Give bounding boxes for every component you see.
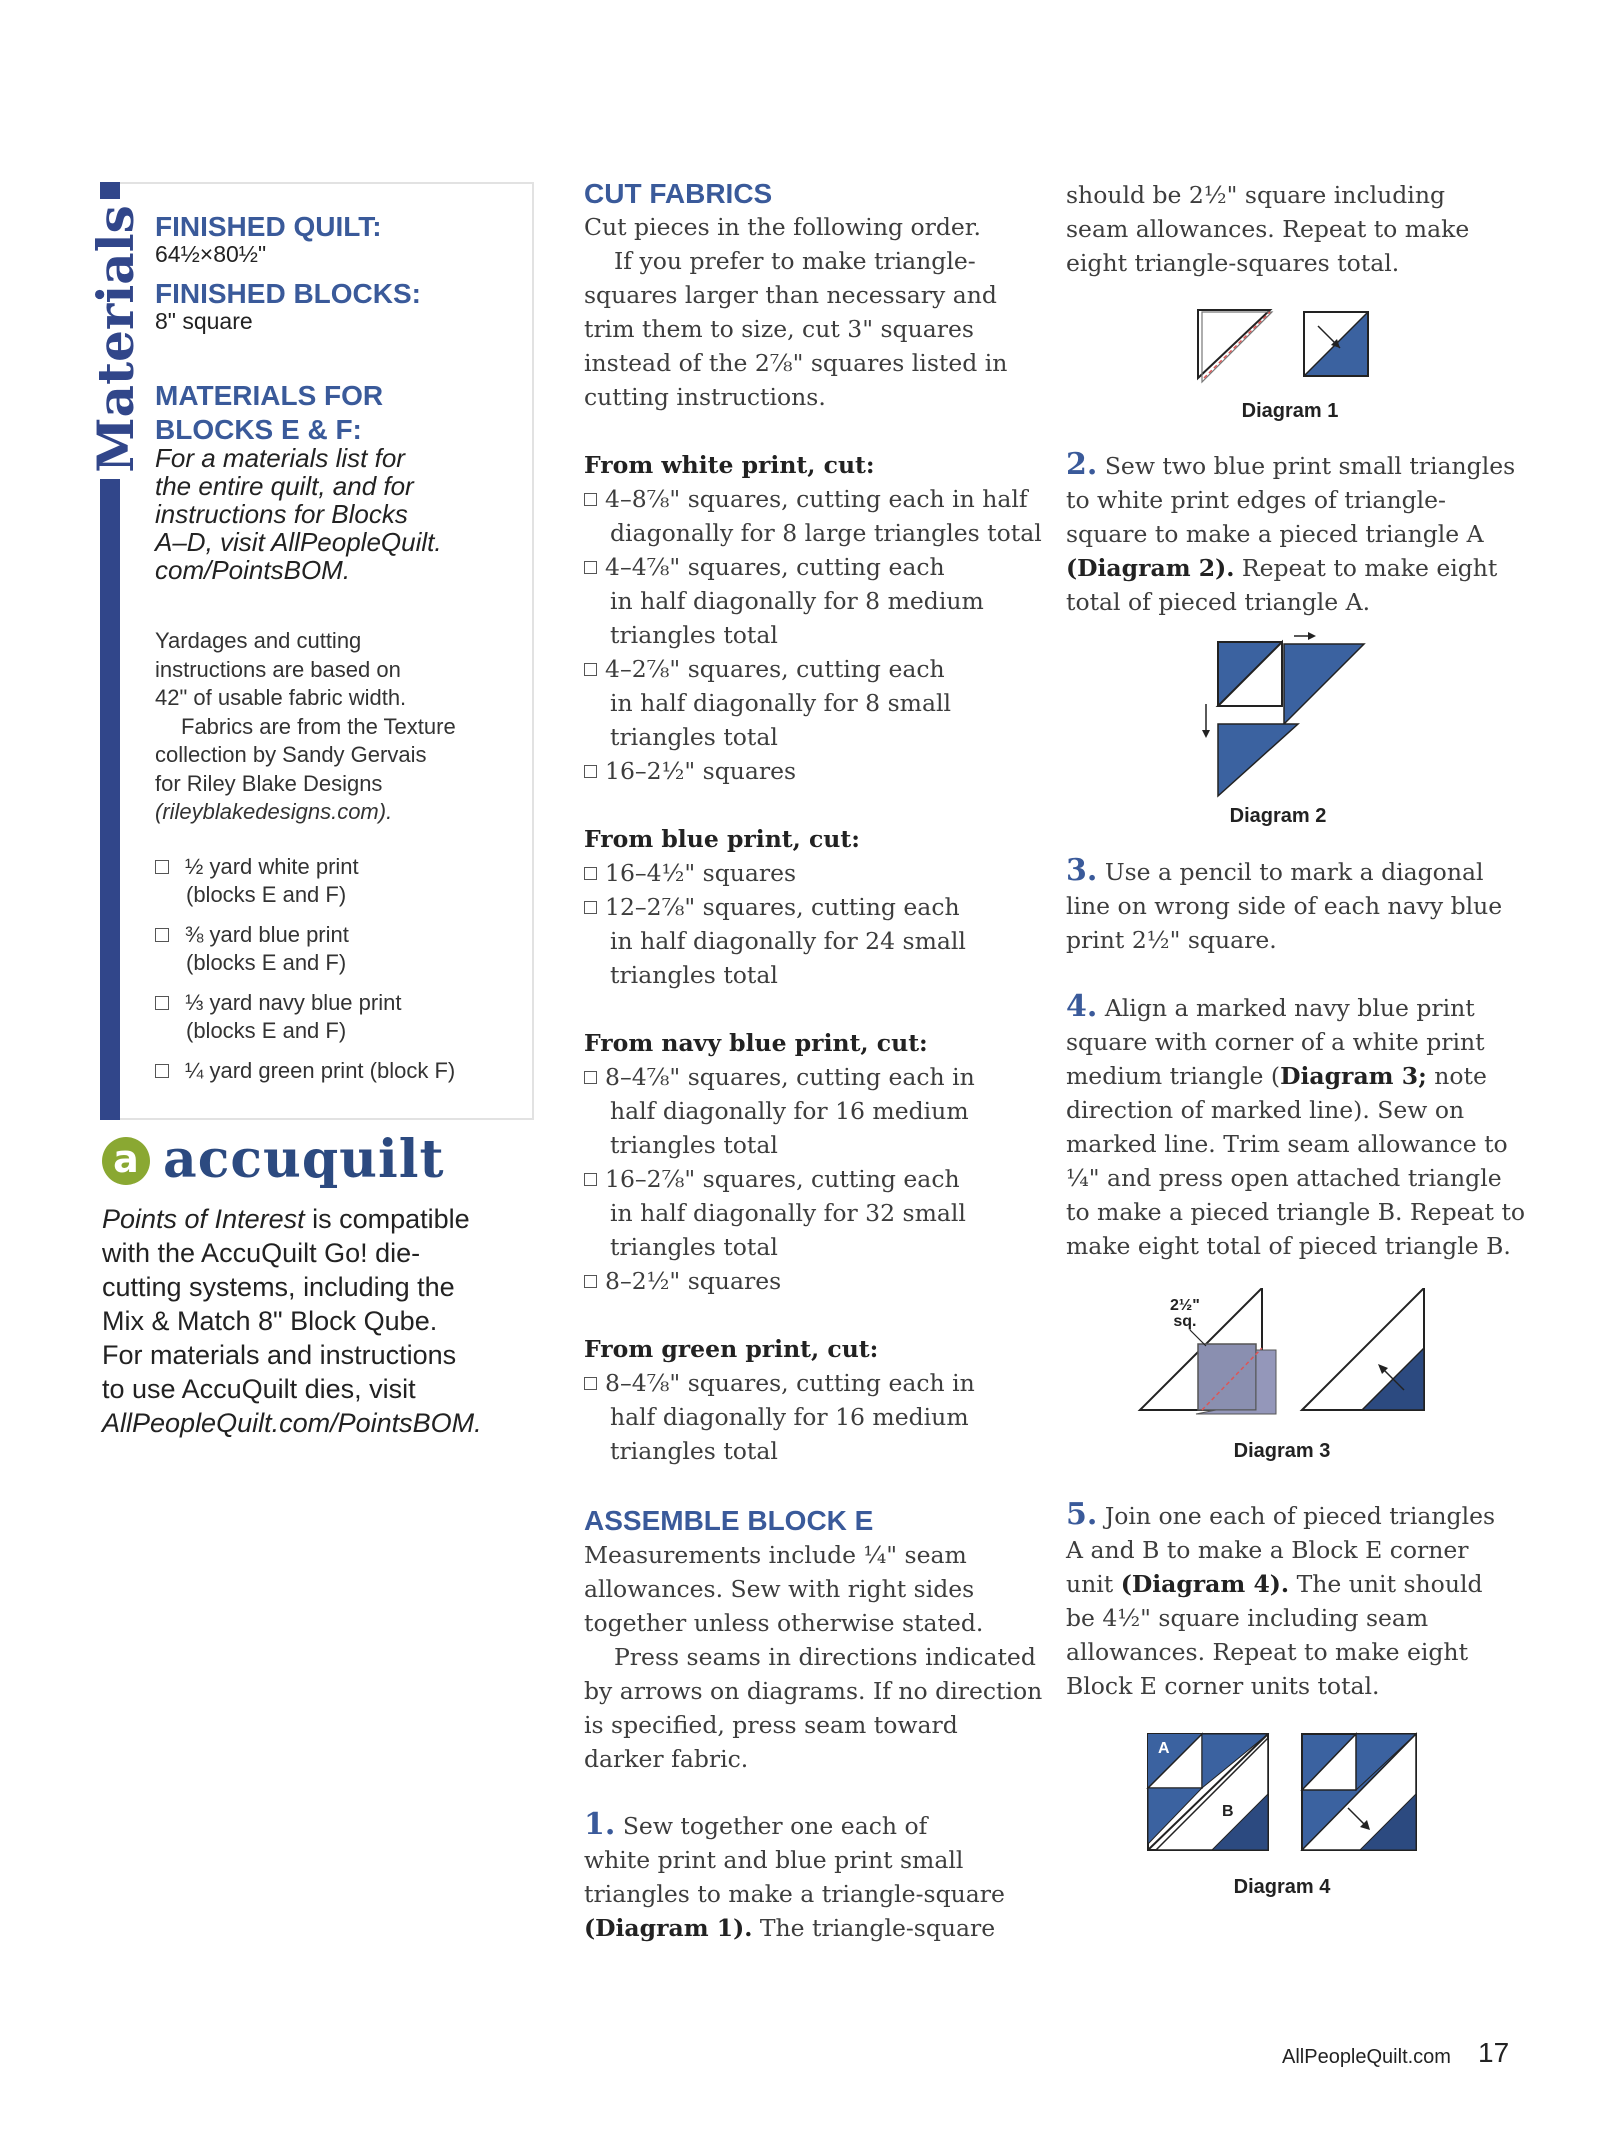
cont-line: should be 2½" square including [1066, 181, 1445, 209]
step4-l3c: note [1434, 1062, 1487, 1090]
cut-intro-line: trim them to size, cut 3" squares [584, 315, 974, 343]
step4-line: marked line. Trim seam allowance to [1066, 1130, 1508, 1158]
checkbox-icon[interactable] [584, 1275, 597, 1288]
assemble-block-e-heading: ASSEMBLE BLOCK E [584, 1505, 874, 1536]
item-sub: (blocks E and F) [186, 1018, 347, 1043]
cut-list-line [584, 1400, 1024, 1434]
riley-blake-link: (rileyblakedesigns.com). [155, 799, 393, 824]
body-line: instructions are based on [155, 656, 401, 682]
step-1-number: 1. [584, 1807, 616, 1842]
cut-list-text: 16–2½" squares [605, 757, 797, 785]
cut-list-text: in half diagonally for 24 small [610, 927, 966, 955]
finished-blocks-heading: FINISHED BLOCKS: [155, 278, 421, 309]
step5-line: allowances. Repeat to make eight [1066, 1638, 1469, 1666]
italic-line: For a materials list for [155, 443, 405, 473]
body-line: Yardages and cutting [155, 628, 362, 653]
cut-list-text: half diagonally for 16 medium [610, 1097, 969, 1125]
cut-intro-line: instead of the 2⅞" squares listed in [584, 349, 1008, 377]
checkbox-icon[interactable] [584, 765, 597, 778]
materials-item[interactable] [155, 853, 530, 909]
body-line: for Riley Blake Designs [155, 770, 383, 796]
materials-italic-note [155, 444, 515, 584]
column-2 [1066, 178, 1506, 280]
step-2 [1066, 447, 1516, 619]
cut-list-line [584, 958, 1024, 992]
checkbox-icon[interactable] [584, 1377, 597, 1390]
checkbox-icon[interactable] [584, 493, 597, 506]
cut-list-line [584, 618, 1024, 652]
step-4-number: 4. [1066, 989, 1098, 1024]
diagram-2-figure [1198, 632, 1368, 802]
assemble-line: darker fabric. [584, 1745, 749, 1773]
step4-line: to make a pieced triangle B. Repeat to [1066, 1198, 1526, 1226]
cut-list-text: 12–2⅞" squares, cutting each [605, 893, 960, 921]
italic-line: A–D, visit AllPeopleQuilt. [155, 527, 442, 557]
diagram-3-unit: sq. [1173, 1313, 1197, 1330]
step2-line: to white print edges of triangle- [1066, 486, 1446, 514]
cut-list-line [584, 516, 1042, 550]
item-label: ⅜ yard blue print [185, 922, 349, 947]
cut-list-text: 4–8⅞" squares, cutting each in half [605, 485, 1028, 513]
accu-line: to use AccuQuilt dies, visit [102, 1374, 416, 1404]
cut-list-text: in half diagonally for 32 small [610, 1199, 966, 1227]
diagram-1-ref: (Diagram 1). [584, 1914, 753, 1942]
cut-list-line [584, 924, 1024, 958]
cut-intro-line: squares larger than necessary and [584, 281, 997, 309]
accu-line: Mix & Match 8" Block Qube. [102, 1306, 438, 1336]
materials-item[interactable] [155, 1057, 530, 1085]
cut-list-line[interactable] [584, 652, 1024, 686]
cut-list-text: 8–4⅞" squares, cutting each in [605, 1063, 975, 1091]
item-sub: (blocks E and F) [186, 950, 347, 975]
accu-line: For materials and instructions [102, 1340, 457, 1370]
cut-list-line[interactable] [584, 856, 1024, 890]
finished-quilt-value: 64½×80½" [155, 241, 267, 267]
cut-list-line [584, 1434, 1024, 1468]
diagram-3-caption: Diagram 3 [1233, 1440, 1331, 1462]
cut-list-text: triangles total [610, 1131, 778, 1159]
diagram-3-size-label [1170, 1298, 1200, 1330]
step-2-number: 2. [1066, 447, 1098, 482]
step5-line: be 4½" square including seam [1066, 1604, 1429, 1632]
cut-list-line [584, 584, 1024, 618]
step4-line: ¼" and press open attached triangle [1066, 1164, 1502, 1192]
accu-line: is compatible [312, 1204, 470, 1234]
accuquilt-logo-text: accuquilt [163, 1129, 445, 1190]
cut-list-text: triangles total [610, 723, 778, 751]
cut-list-text: 4–4⅞" squares, cutting each [605, 553, 945, 581]
diagram-4-caption: Diagram 4 [1233, 1876, 1331, 1898]
diagram-4-label-a: A [1158, 1740, 1170, 1757]
navy-print-list [584, 1060, 1024, 1298]
green-print-list [584, 1366, 1024, 1468]
step1-line: triangles to make a triangle-square [584, 1880, 1005, 1908]
cut-list-text: in half diagonally for 8 medium [610, 587, 984, 615]
step-3-number: 3. [1066, 853, 1098, 888]
italic-line: instructions for Blocks [155, 499, 408, 529]
cut-list-text: 8–2½" squares [605, 1267, 782, 1295]
step5-line: Block E corner units total. [1066, 1672, 1380, 1700]
footer-site[interactable]: AllPeopleQuilt.com [1282, 2046, 1451, 2068]
item-label: ½ yard white print [185, 854, 359, 879]
body-line: collection by Sandy Gervais [155, 742, 427, 767]
accuquilt-note [102, 1202, 542, 1440]
materials-body [155, 627, 525, 827]
cont-line: eight triangle-squares total. [1066, 249, 1400, 277]
checkbox-icon[interactable] [155, 860, 169, 874]
cut-list-line[interactable] [584, 550, 1024, 584]
cut-list-text: 8–4⅞" squares, cutting each in [605, 1369, 975, 1397]
step4-line: square with corner of a white print [1066, 1028, 1485, 1056]
accu-line: with the AccuQuilt Go! die- [102, 1238, 421, 1268]
assemble-line: by arrows on diagrams. If no direction [584, 1677, 1043, 1705]
cont-line: seam allowances. Repeat to make [1066, 215, 1470, 243]
cut-list-text: triangles total [610, 961, 778, 989]
cut-list-text: 4–2⅞" squares, cutting each [605, 655, 945, 683]
step5-l3b: The unit should [1296, 1570, 1483, 1598]
assemble-line: Measurements include ¼" seam [584, 1541, 967, 1569]
italic-line: com/PointsBOM. [155, 555, 351, 585]
checkbox-icon[interactable] [155, 1064, 169, 1078]
cut-list-text: in half diagonally for 8 small [610, 689, 951, 717]
materials-list [155, 853, 530, 1085]
cut-list-line[interactable] [584, 1060, 1024, 1094]
cut-intro-line: cutting instructions. [584, 383, 826, 411]
cut-list-line[interactable] [584, 1366, 1024, 1400]
italic-line: the entire quilt, and for [155, 471, 414, 501]
cut-list-line [584, 686, 1024, 720]
step5-line: A and B to make a Block E corner [1066, 1536, 1469, 1564]
checkbox-icon[interactable] [584, 901, 597, 914]
step4-l3a: medium triangle ( [1066, 1062, 1281, 1090]
cut-list-text: half diagonally for 16 medium [610, 1403, 969, 1431]
diagram-2-ref: (Diagram 2). [1066, 554, 1235, 582]
step2-line: Sew two blue print small triangles [1104, 452, 1516, 480]
item-label: ¼ yard green print (block F) [185, 1058, 456, 1083]
accuquilt-url[interactable]: AllPeopleQuilt.com/PointsBOM. [102, 1408, 482, 1438]
step1-line: Sew together one each of [622, 1812, 928, 1840]
step-4 [1066, 990, 1526, 1263]
assemble-line: is specified, press seam toward [584, 1711, 958, 1739]
body-line: 42" of usable fabric width. [155, 685, 407, 710]
navy-print-heading: From navy blue print, cut: [584, 1029, 928, 1057]
body-line: Fabrics are from the Texture [181, 713, 456, 739]
step-5 [1066, 1498, 1526, 1703]
cut-list-text: diagonally for 8 large triangles total [610, 519, 1042, 547]
step2-tail: Repeat to make eight [1241, 554, 1498, 582]
assemble-line: together unless otherwise stated. [584, 1609, 984, 1637]
cut-list-line [584, 1230, 1024, 1264]
step2-line: square to make a pieced triangle A [1066, 520, 1484, 548]
step1-tail: The triangle-square [759, 1914, 996, 1942]
cut-intro-line: Cut pieces in the following order. [584, 213, 981, 241]
blue-print-list [584, 856, 1024, 992]
checkbox-icon[interactable] [155, 996, 169, 1010]
assemble-line: allowances. Sew with right sides [584, 1575, 975, 1603]
step4-line: direction of marked line). Sew on [1066, 1096, 1465, 1124]
diagram-3-ref: Diagram 3; [1280, 1062, 1427, 1090]
white-print-list [584, 482, 1042, 788]
cut-list-line[interactable] [584, 1162, 1024, 1196]
checkbox-icon[interactable] [584, 663, 597, 676]
diagram-1-figure [1190, 304, 1390, 386]
diagram-3-size: 2½" [1170, 1297, 1200, 1314]
materials-for-heading-line2: BLOCKS E & F: [155, 414, 362, 445]
finished-quilt-heading: FINISHED QUILT: [155, 211, 382, 242]
cut-list-line[interactable] [584, 754, 1024, 788]
checkbox-icon[interactable] [584, 1173, 597, 1186]
cut-list-text: 16–2⅞" squares, cutting each [605, 1165, 960, 1193]
cut-list-line[interactable] [584, 482, 1028, 516]
checkbox-icon[interactable] [155, 928, 169, 942]
step3-line: print 2½" square. [1066, 926, 1277, 954]
green-print-heading: From green print, cut: [584, 1335, 879, 1363]
checkbox-icon[interactable] [584, 867, 597, 880]
accu-line: cutting systems, including the [102, 1272, 455, 1302]
step3-line: line on wrong side of each navy blue [1066, 892, 1503, 920]
step4-line: make eight total of pieced triangle B. [1066, 1232, 1511, 1260]
diagram-4-label-b: B [1222, 1803, 1234, 1820]
step-5-number: 5. [1066, 1497, 1098, 1532]
cut-list-line [584, 1196, 1024, 1230]
accuquilt-logo-icon: a [102, 1137, 150, 1185]
step3-line: Use a pencil to mark a diagonal [1104, 858, 1484, 886]
cut-fabrics-heading: CUT FABRICS [584, 178, 773, 209]
cut-list-text: 16–4½" squares [605, 859, 797, 887]
cut-list-text: triangles total [610, 1233, 778, 1261]
cut-list-line[interactable] [584, 890, 1024, 924]
step4-line: Align a marked navy blue print [1104, 994, 1475, 1022]
cut-list-line [584, 1128, 1024, 1162]
item-sub: (blocks E and F) [186, 882, 347, 907]
diagram-4-figure [1142, 1728, 1424, 1858]
page-number: 17 [1478, 2037, 1510, 2068]
blue-print-heading: From blue print, cut: [584, 825, 860, 853]
assemble-line: Press seams in directions indicated [614, 1643, 1036, 1671]
step5-line: Join one each of pieced triangles [1104, 1502, 1496, 1530]
cut-list-line [584, 720, 1024, 754]
materials-side-title: Materials [79, 199, 153, 479]
step2-last: total of pieced triangle A. [1066, 588, 1371, 616]
cut-list-line [584, 1094, 1024, 1128]
materials-item[interactable] [155, 921, 530, 977]
checkbox-icon[interactable] [584, 561, 597, 574]
white-print-heading: From white print, cut: [584, 451, 875, 479]
step1-line: white print and blue print small [584, 1846, 964, 1874]
step-3 [1066, 854, 1506, 957]
diagram-1-caption: Diagram 1 [1241, 400, 1339, 422]
column-1 [584, 178, 1043, 1945]
pattern-name: Points of Interest [102, 1204, 305, 1234]
finished-blocks-value: 8" square [155, 308, 253, 334]
diagram-2-caption: Diagram 2 [1229, 805, 1327, 827]
cut-intro-line: If you prefer to make triangle- [614, 247, 976, 275]
step5-l3a: unit [1066, 1570, 1114, 1598]
diagram-4-ref: (Diagram 4). [1120, 1570, 1290, 1598]
materials-item[interactable] [155, 989, 530, 1045]
item-label: ⅓ yard navy blue print [185, 990, 402, 1015]
cut-list-text: triangles total [610, 621, 778, 649]
cut-list-line[interactable] [584, 1264, 1024, 1298]
materials-for-heading-line1: MATERIALS FOR [155, 380, 384, 411]
checkbox-icon[interactable] [584, 1071, 597, 1084]
cut-list-text: triangles total [610, 1437, 778, 1465]
